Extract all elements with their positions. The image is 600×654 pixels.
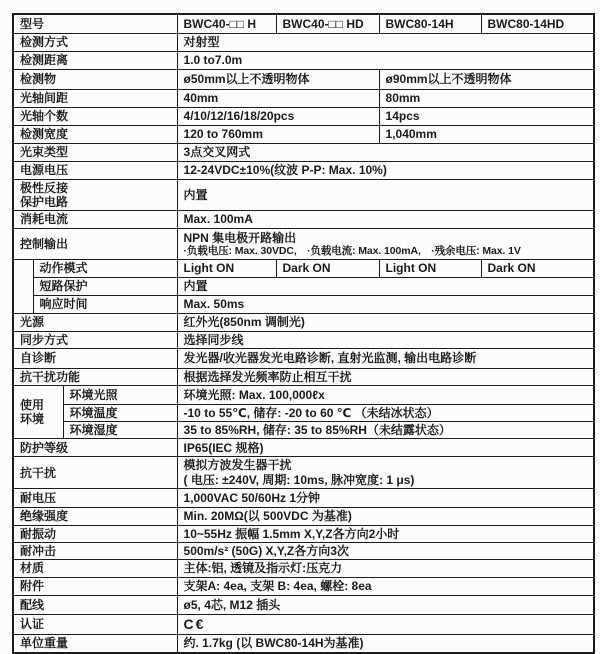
row-value-bwc80: 1,040mm (379, 125, 594, 143)
row-label: 环境湿度 (63, 422, 177, 439)
row-ambient-humidity (13, 422, 594, 439)
row-value: -10 to 55℃, 储存: -20 to 60 ℃ （未结冰状态） (177, 405, 594, 422)
model-bwc40-hd: BWC40-□□ HD (276, 14, 379, 33)
row-power-voltage (13, 161, 594, 179)
row-label: 同步方式 (13, 331, 177, 348)
row-value-bwc80: ø90mm以上不透明物体 (379, 69, 594, 89)
environment-group-label-line1: 使用 (20, 398, 45, 413)
row-value: 发光器/收光器发光电路诊断, 直射光监测, 输出电路诊断 (177, 348, 594, 368)
row-label: 光源 (13, 313, 177, 331)
row-value-bwc40: ø50mm以上不透明物体 (177, 69, 379, 89)
row-value-bwc80: 14pcs (379, 107, 594, 125)
row-label: 动作模式 (33, 259, 177, 277)
ce-mark-icon: C€ (183, 616, 206, 633)
row-label: 材质 (13, 560, 177, 578)
row-label: 环境温度 (63, 405, 177, 422)
row-label: 认证 (13, 615, 177, 635)
row-value-bwc40: 120 to 760mm (177, 125, 379, 143)
row-light-source (13, 313, 594, 331)
row-label: 检测宽度 (13, 125, 177, 143)
row-axis-count (13, 107, 594, 125)
row-value: 12-24VDC±10%(纹波 P-P: Max. 10%) (177, 161, 594, 179)
row-withstand-voltage (13, 488, 594, 507)
row-value (177, 228, 594, 259)
model-bwc80-14h: BWC80-14H (379, 14, 481, 33)
row-cable (13, 596, 594, 615)
row-label: 光束类型 (13, 143, 177, 161)
row-value (177, 615, 594, 635)
row-value: 主体:铝, 透镜及指示灯:压克力 (177, 560, 594, 578)
row-label: 检测方式 (13, 33, 177, 51)
row-label: 配线 (13, 596, 177, 615)
row-self-diagnosis (13, 348, 594, 368)
noise-immunity-line2: ( 电压: ±240V, 周期: 10ms, 脉冲宽度: 1 μs) (183, 472, 415, 487)
operation-mode-bwc40h: Light ON (177, 259, 276, 277)
row-control-output (13, 228, 594, 259)
control-output-line2: ·负载电压: Max. 30VDC, ·负载电流: Max. 100mA, ·残余电压: Max. 1V (183, 244, 521, 257)
environment-group-label (13, 386, 63, 439)
row-label: 短路保护 (33, 277, 177, 295)
row-label: 自诊断 (13, 348, 177, 368)
row-label: 光轴间距 (13, 89, 177, 107)
row-detect-width (13, 125, 594, 143)
row-label-line1: 极性反接 (20, 180, 69, 195)
row-value: 红外光(850nm 调制光) (177, 313, 594, 331)
row-label: 抗干扰 (13, 457, 177, 488)
row-label (13, 179, 177, 210)
row-value: ø5, 4芯, M12 插头 (177, 596, 594, 615)
row-value: 内置 (177, 179, 594, 210)
row-label: 光轴个数 (13, 107, 177, 125)
row-approval (13, 615, 594, 635)
row-value: 内置 (177, 277, 594, 295)
environment-group-label-line2: 环境 (20, 412, 45, 427)
row-value: 环境光照: Max. 100,000ℓx (177, 386, 594, 405)
row-detect-distance (13, 51, 594, 69)
row-value (177, 457, 594, 488)
operation-mode-bwc80hd: Dark ON (481, 259, 594, 277)
row-model (13, 14, 594, 33)
control-output-line1: NPN 集电极开路输出 (183, 230, 297, 245)
row-value: 1.0 to7.0m (177, 51, 594, 69)
row-current-consumption (13, 210, 594, 228)
row-value: 选择同步线 (177, 331, 594, 348)
row-value: 约. 1.7kg (以 BWC80-14H为基准) (177, 634, 594, 653)
row-label: 耐冲击 (13, 542, 177, 559)
row-noise-immunity (13, 457, 594, 488)
row-mutual-interference (13, 368, 594, 385)
spec-table (12, 13, 595, 654)
row-unit-weight (13, 634, 594, 653)
control-output-group-strip (13, 259, 33, 313)
row-reverse-polarity (13, 179, 594, 210)
row-label: 绝缘强度 (13, 507, 177, 525)
row-value: 根据选择发光频率防止相互干扰 (177, 368, 594, 385)
row-label: 单位重量 (13, 634, 177, 653)
row-label: 检测距离 (13, 51, 177, 69)
row-beam-type (13, 143, 594, 161)
row-value: 3点交叉网式 (177, 143, 594, 161)
row-value: 500m/s² (50G) X,Y,Z各方向3次 (177, 542, 594, 559)
row-label: 耐振动 (13, 525, 177, 542)
row-label: 检测物 (13, 69, 177, 89)
row-label: 消耗电流 (13, 210, 177, 228)
row-insulation-resistance (13, 507, 594, 525)
row-response-time (13, 295, 594, 313)
row-label-line2: 保护电路 (20, 194, 69, 209)
row-value: 10~55Hz 振幅 1.5mm X,Y,Z各方向2小时 (177, 525, 594, 542)
row-label: 防护等级 (13, 439, 177, 457)
row-operation-mode (13, 259, 594, 277)
row-protection-rating (13, 439, 594, 457)
row-label: 附件 (13, 578, 177, 596)
row-label: 控制输出 (13, 228, 177, 259)
row-axis-pitch (13, 89, 594, 107)
row-value: IP65(IEC 规格) (177, 439, 594, 457)
row-material (13, 560, 594, 578)
operation-mode-bwc80h: Light ON (379, 259, 481, 277)
row-value: Max. 100mA (177, 210, 594, 228)
model-bwc40-h: BWC40-□□ H (177, 14, 276, 33)
row-value: Max. 50ms (177, 295, 594, 313)
row-label: 耐电压 (13, 488, 177, 507)
row-label: 抗干扰功能 (13, 368, 177, 385)
row-value: Min. 20MΩ(以 500VDC 为基准) (177, 507, 594, 525)
row-value: 35 to 85%RH, 储存: 35 to 85%RH（未结露状态） (177, 422, 594, 439)
row-sync-method (13, 331, 594, 348)
row-value-bwc80: 80mm (379, 89, 594, 107)
model-bwc80-14hd: BWC80-14HD (481, 14, 594, 33)
row-shock (13, 542, 594, 559)
row-detect-method (13, 33, 594, 51)
noise-immunity-line1: 模拟方波发生器干扰 (183, 458, 292, 473)
row-ambient-temp (13, 405, 594, 422)
row-accessories (13, 578, 594, 596)
row-value-bwc40: 4/10/12/16/18/20pcs (177, 107, 379, 125)
row-label: 响应时间 (33, 295, 177, 313)
row-label: 电源电压 (13, 161, 177, 179)
row-short-protection (13, 277, 594, 295)
row-value: 对射型 (177, 33, 594, 51)
row-detect-object (13, 69, 594, 89)
row-value: 1,000VAC 50/60Hz 1分钟 (177, 488, 594, 507)
row-label-model: 型号 (13, 14, 177, 33)
row-value: 支架A: 4ea, 支架 B: 4ea, 螺栓: 8ea (177, 578, 594, 596)
operation-mode-bwc40hd: Dark ON (276, 259, 379, 277)
row-vibration (13, 525, 594, 542)
row-value-bwc40: 40mm (177, 89, 379, 107)
row-label: 环境光照 (63, 386, 177, 405)
row-ambient-light (13, 386, 594, 405)
